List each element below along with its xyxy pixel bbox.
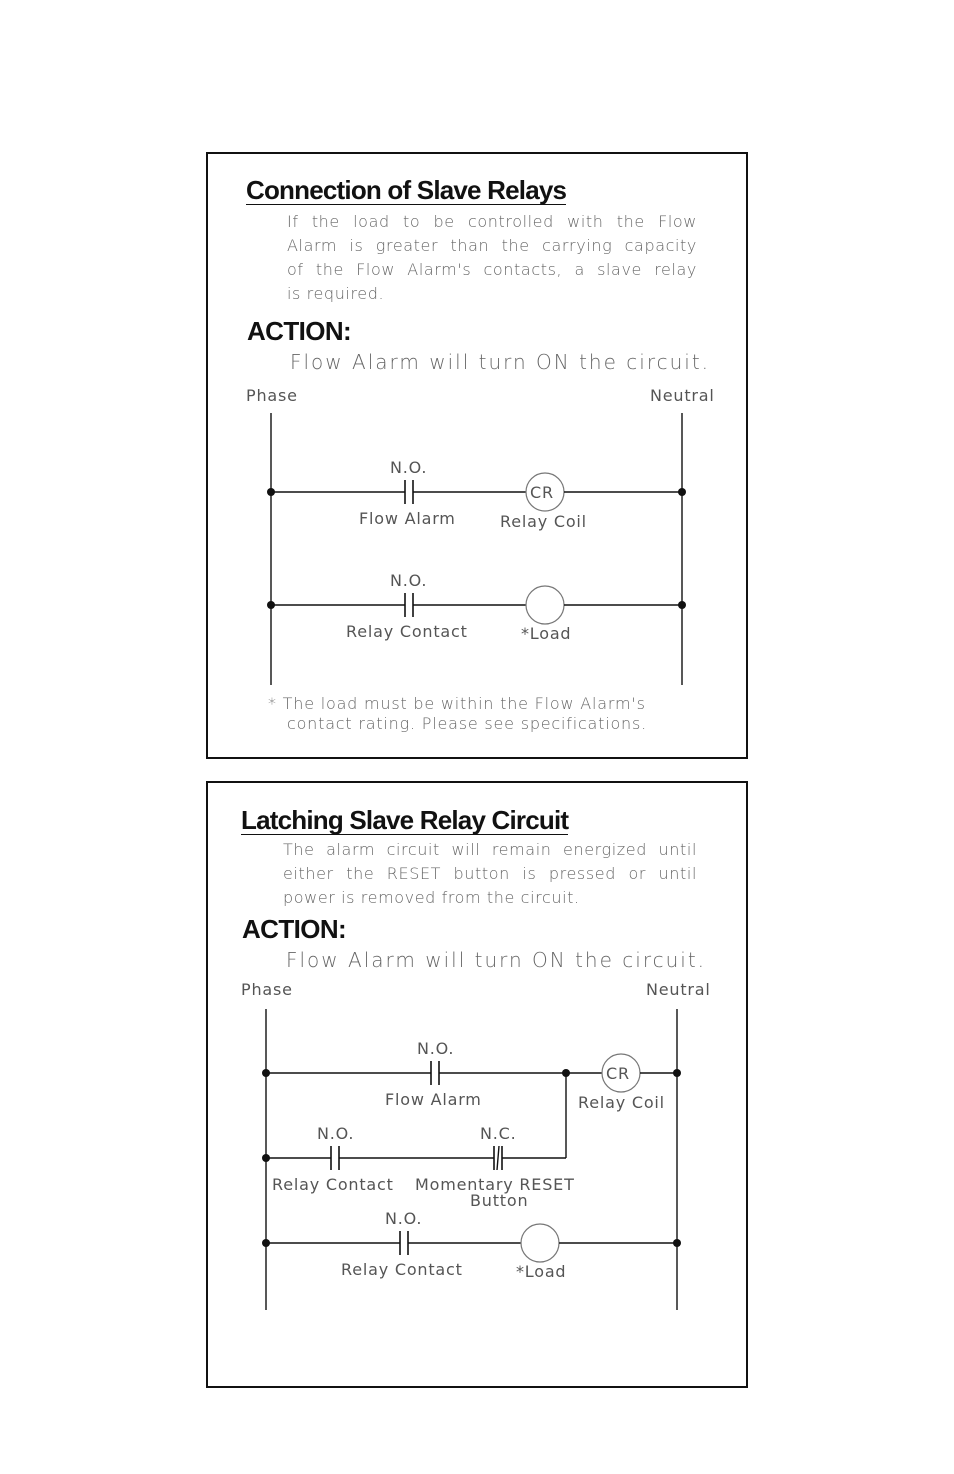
panel1-footnote-line1: * The load must be within the Flow Alarm's xyxy=(268,694,646,713)
flow-alarm-label: Flow Alarm xyxy=(385,1090,482,1109)
cr-label: CR xyxy=(606,1064,630,1083)
phase-label: Phase xyxy=(241,980,293,999)
panel1-description-line: of the Flow Alarm's contacts, a slave relay xyxy=(287,260,697,279)
panel1-description-line: If the load to be controlled with the Flow xyxy=(287,212,697,231)
junction-node xyxy=(262,1154,270,1162)
cr-label: CR xyxy=(530,483,554,502)
panel2-description-line: power is removed from the circuit. xyxy=(283,888,580,907)
junction-node xyxy=(673,1239,681,1247)
neutral-label: Neutral xyxy=(650,386,715,405)
no-contact-label: N.O. xyxy=(390,458,428,477)
relay-coil-label: Relay Coil xyxy=(578,1093,665,1112)
panel1-footnote-line2: contact rating. Please see specifications. xyxy=(287,714,648,733)
nc-slash xyxy=(497,1146,499,1170)
panel1-action-text: Flow Alarm will turn ON the circuit. xyxy=(290,350,711,374)
junction-node xyxy=(262,1239,270,1247)
relay-contact-label: Relay Contact xyxy=(341,1260,463,1279)
phase-label: Phase xyxy=(246,386,298,405)
no-contact-label: N.O. xyxy=(317,1124,355,1143)
panel2-description-line: either the RESET button is pressed or until xyxy=(283,864,697,883)
flow-alarm-label: Flow Alarm xyxy=(359,509,456,528)
relay-coil-label: Relay Coil xyxy=(500,512,587,531)
button-label: Button xyxy=(470,1191,529,1210)
panel2-action-heading: ACTION: xyxy=(242,914,347,944)
junction-node xyxy=(262,1069,270,1077)
panel1-title: Connection of Slave Relays xyxy=(246,175,567,205)
load-symbol xyxy=(521,1224,559,1262)
panel1-description-line: is required. xyxy=(287,284,385,303)
momentary-reset-label: Momentary RESET xyxy=(415,1175,575,1194)
relay-contact-label: Relay Contact xyxy=(346,622,468,641)
no-contact-label: N.O. xyxy=(385,1209,423,1228)
no-contact-label: N.O. xyxy=(390,571,428,590)
panel2-title: Latching Slave Relay Circuit xyxy=(241,805,569,835)
panel2-description-line: The alarm circuit will remain energized until xyxy=(283,840,697,859)
load-label: *Load xyxy=(521,624,572,643)
no-contact-label: N.O. xyxy=(417,1039,455,1058)
panel1-description-line: Alarm is greater than the carrying capacity xyxy=(287,236,697,255)
neutral-label: Neutral xyxy=(646,980,711,999)
relay-contact-label: Relay Contact xyxy=(272,1175,394,1194)
panel2-action-text: Flow Alarm will turn ON the circuit. xyxy=(286,948,707,972)
panel1-action-heading: ACTION: xyxy=(247,316,352,346)
load-label: *Load xyxy=(516,1262,567,1281)
nc-contact-label: N.C. xyxy=(480,1124,517,1143)
junction-node xyxy=(673,1069,681,1077)
